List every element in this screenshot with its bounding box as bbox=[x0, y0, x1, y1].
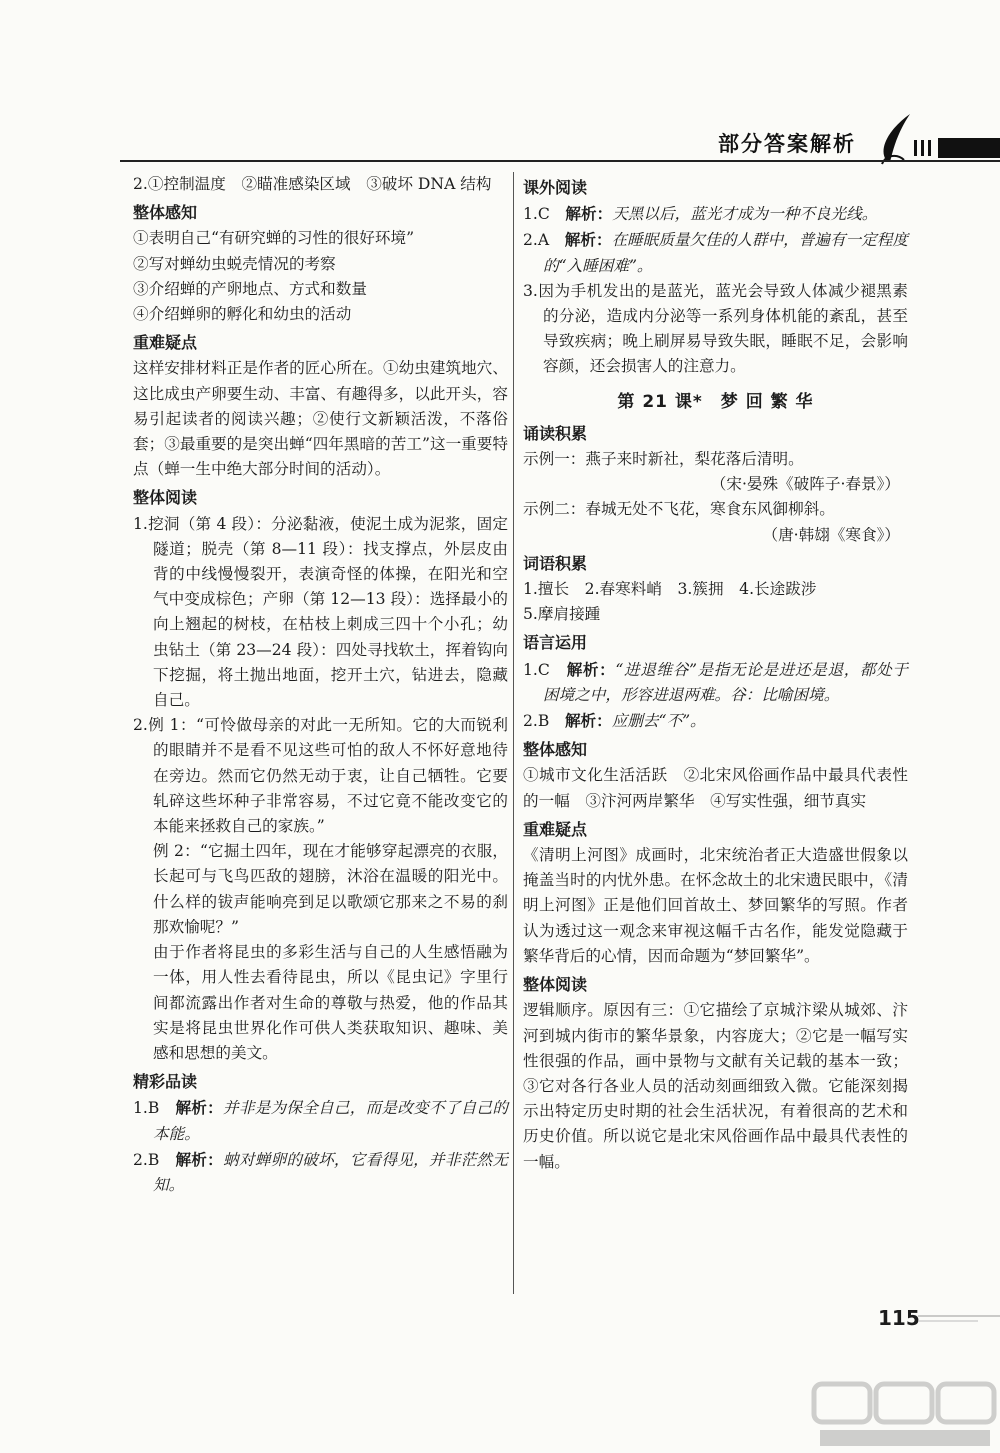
answer-choice: 1.C bbox=[523, 660, 567, 679]
answer-choice: 2.B bbox=[523, 712, 565, 731]
header-rule bbox=[120, 160, 1000, 162]
answer-choice: 1.B bbox=[133, 1099, 176, 1118]
analysis-label: 解析： bbox=[175, 1098, 223, 1118]
list-item: ②写对蝉幼虫蜕壳情况的考察 bbox=[133, 254, 336, 273]
section-heading: 整体感知 bbox=[133, 203, 198, 223]
list-item: ③介绍蝉的产卵地点、方式和数量 bbox=[133, 279, 367, 298]
analysis-text: 天黑以后，蓝光才成为一种不良光线。 bbox=[612, 205, 878, 224]
answer-choice: 2.A bbox=[523, 231, 565, 250]
example-line: 示例一：燕子来时新社，梨花落后清明。 bbox=[523, 450, 804, 469]
analysis-text: 在睡眠质量欠佳的人群中，普遍有一定程度的“入睡困难”。 bbox=[543, 231, 908, 275]
section-title: 部分答案解析 bbox=[718, 132, 856, 156]
section-heading: 整体阅读 bbox=[133, 488, 198, 508]
paragraph: 《清明上河图》成画时，北宋统治者正大造盛世假象以掩盖当时的内忧外患。在怀念故土的北宋遗民眼中，《清明上河图》正是他们回首故土、梦回繁华的写照。作者认为透过这一观念来审视这幅千古名作，能发觉隐藏于繁华背后的心情，因而命题为“梦回繁华”。 bbox=[523, 846, 908, 965]
answer-item bbox=[523, 201, 908, 227]
analysis-text: 应删去“不”。 bbox=[611, 712, 706, 731]
lesson-title: 第 21 课* 梦 回 繁 华 bbox=[617, 391, 814, 412]
source-citation: （宋·晏殊《破阵子·春景》） bbox=[710, 475, 900, 494]
section-heading: 精彩品读 bbox=[133, 1072, 198, 1092]
page-header bbox=[0, 0, 1000, 165]
source-citation: （唐·韩翃《寒食》） bbox=[762, 525, 900, 544]
paragraph: 逻辑顺序。原因有三：①它描绘了京城汴梁从城郊、汴河到城内街市的繁华景象，内容庞大；②它是一幅写实性很强的作品，画中景物与文献有关记载的基本一致；③它对各行各业人员的活动刻画细致入微。它能深刻揭示出特定历史时期的社会生活状况，有着很高的艺术和历史价值。所以说它是北宋风俗画作品中最具代表性的一幅。 bbox=[523, 1001, 908, 1171]
answer-item: 例 2：“它掘土四年，现在才能够穿起漂亮的衣服，长起可与飞鸟匹敌的翅膀，沐浴在温暖的阳光中。什么样的钹声能响亮到足以歌颂它那来之不易的刹那欢愉呢？” bbox=[153, 842, 508, 936]
paragraph: ①城市文化生活活跃 ②北宋风俗画作品中最具代表性的一幅 ③汴河两岸繁华 ④写实性强，细节真实 bbox=[523, 766, 908, 810]
answer-item bbox=[523, 657, 908, 708]
answer-list bbox=[133, 226, 508, 327]
example-line: 示例二：春城无处不飞花，寒食东风御柳斜。 bbox=[523, 500, 835, 519]
analysis-label: 解析： bbox=[566, 659, 616, 679]
section-heading: 重难疑点 bbox=[133, 333, 198, 353]
answer-item bbox=[523, 227, 908, 278]
answer-item bbox=[133, 1147, 508, 1198]
answer-item: 5.摩肩接踵 bbox=[523, 605, 601, 624]
answer-item: 3.因为手机发出的是蓝光，蓝光会导致人体减少褪黑素的分泌，造成内分泌等一系列身体机能的紊乱，甚至导致疾病；晚上刷屏易导致失眠，睡眠不足，会影响容颜，还会损害人的注意力。 bbox=[523, 281, 908, 376]
answer-item bbox=[523, 708, 908, 734]
left-column bbox=[133, 172, 508, 1198]
analysis-label: 解析： bbox=[175, 1149, 223, 1169]
section-heading: 语言运用 bbox=[523, 633, 588, 653]
analysis-label: 解析： bbox=[564, 230, 612, 250]
answer-choice: 1.C bbox=[523, 205, 566, 224]
section-heading: 重难疑点 bbox=[523, 819, 588, 839]
paragraph: 由于作者将昆虫的多彩生活与自己的人生感悟融为一体，用人性去看待昆虫，所以《昆虫记》字里行间都流露出作者对生命的尊敬与热爱，他的作品其实是将昆虫世界化作可供人类获取知识、趣味、美感和思想的美文。 bbox=[153, 943, 508, 1062]
list-item: ④介绍蝉卵的孵化和幼虫的活动 bbox=[133, 305, 352, 324]
paragraph: 这样安排材料正是作者的匠心所在。①幼虫建筑地穴、这比成虫产卵要生动、丰富、有趣得多，以此开头，容易引起读者的阅读兴趣；②使行文新颖活泼，不落俗套；③最重要的是突出蝉“四年黑暗的苦工”这一重要特点（蝉一生中绝大部分时间的活动）。 bbox=[133, 359, 508, 479]
analysis-label: 解析： bbox=[564, 711, 612, 731]
column-divider bbox=[513, 172, 514, 1294]
answer-choice: 2.B bbox=[133, 1150, 176, 1169]
right-column bbox=[523, 172, 908, 1175]
analysis-text: “进退维谷”是指无论是进还是退，都处于困境之中，形容进退两难。谷：比喻困境。 bbox=[543, 660, 908, 704]
analysis-text: 并非是为保全自己，而是改变不了自己的本能。 bbox=[153, 1099, 508, 1143]
watermark-logo bbox=[810, 1380, 1000, 1453]
page-number-decoration bbox=[918, 1312, 1000, 1326]
section-heading: 诵读积累 bbox=[523, 423, 588, 443]
page-number: 115 bbox=[878, 1306, 920, 1330]
section-heading: 词语积累 bbox=[523, 553, 588, 573]
answer-item bbox=[133, 1095, 508, 1146]
answer-item: 1.挖洞（第 4 段）：分泌黏液，使泥土成为泥浆，固定隧道；脱壳（第 8—11 段）：找支撑点，外层皮由背的中线慢慢裂开，表演奇怪的体操，在阳光和空气中变成棕色；产卵（第 12—13 段）：选择最小的向上翘起的树枝，在枯枝上刺成三四十个小孔；幼虫钻土（第 23—24 段）：四处寻找软土，挥着钩向下挖掘，将土抛出地面，挖开土穴，钻进去，隐藏自己。 bbox=[133, 514, 508, 710]
answer-item: 1.擅长 2.春寒料峭 3.簇拥 4.长途跋涉 bbox=[523, 580, 817, 599]
section-heading: 整体感知 bbox=[523, 740, 588, 760]
list-item: ①表明自己“有研究蝉的习性的很好环境” bbox=[133, 229, 415, 248]
answer-item: 2.例 1：“可怜做母亲的对此一无所知。它的大而锐利的眼睛并不是看不见这些可怕的敌人不怀好意地待在旁边。然而它仍然无动于衷，让自己牺牲。它要轧碎这些坏种子非常容易，不过它竟不能改变它的本能来拯救自己的家族。” bbox=[133, 716, 508, 836]
answer-item: 2.①控制温度 ②瞄准感染区域 ③破坏 DNA 结构 bbox=[133, 175, 492, 193]
section-heading: 课外阅读 bbox=[523, 178, 588, 197]
section-heading: 整体阅读 bbox=[523, 975, 588, 995]
analysis-text: 蚋对蝉卵的破坏，它看得见，并非茫然无知。 bbox=[153, 1150, 508, 1194]
analysis-label: 解析： bbox=[565, 204, 613, 224]
